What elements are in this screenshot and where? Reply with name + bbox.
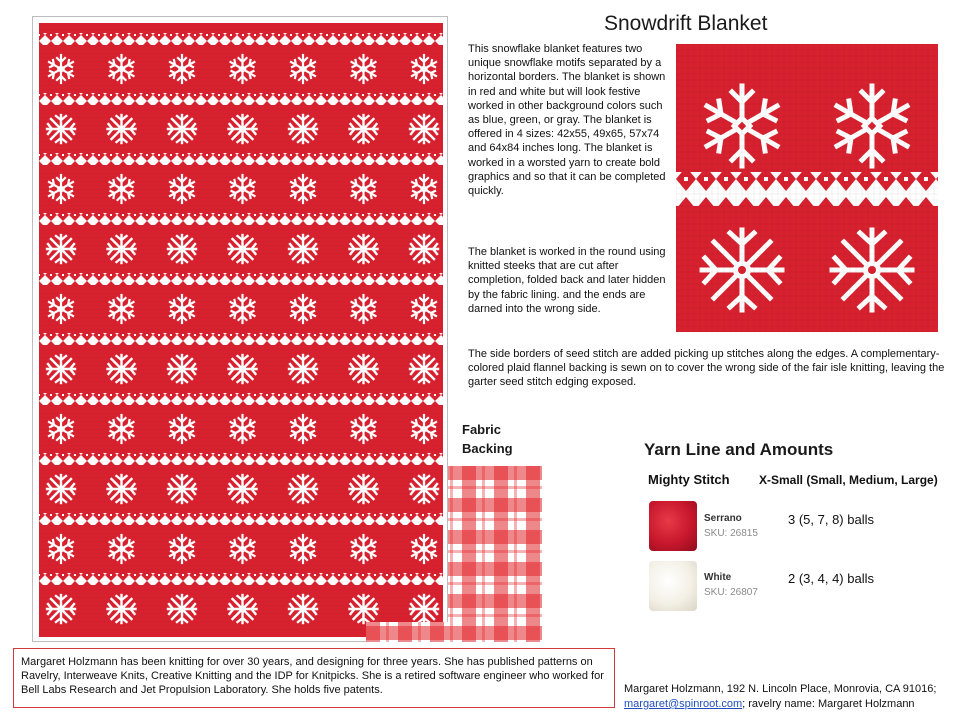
description-paragraph-1: This snowflake blanket features two unique snowflake motifs separated by a horizontal borders. The blanket is shown in red and white but will look festive worked in other background colors such as blue, green, or gray. The blanket is offered in 4 sizes: 42x55, 49x65, 57x74 and 64x84 inches long. The blanket is worked in a worsted yarn to create bold graphics and so that it can be completed quickly. (468, 43, 666, 198)
fabric-backing-label (462, 420, 513, 458)
yarn-section-heading: Yarn Line and Amounts (644, 440, 834, 459)
description-paragraph-2: The blanket is worked in the round using knitted steeks that are cut after completion, folded back and later hidden by the fabric lining. and the ends are darned into the wrong side. (468, 246, 666, 315)
yarn-sku: SKU: 26807 (704, 587, 758, 598)
page-title: Snowdrift Blanket (604, 12, 768, 35)
fabric-label-line-1: Fabric (462, 422, 502, 437)
description-paragraph-3: The side borders of seed stitch are added picking up stitches along the edges. A complementary-colored plaid flannel backing is sewn on to cover the wrong side of the fair isle knitting, leaving the garter seed stitch edging exposed. (468, 348, 945, 389)
contact-email-link[interactable]: margaret@spinroot.com (624, 698, 743, 710)
yarn-brand: Mighty Stitch (648, 472, 730, 487)
yarn-ball-white-image (649, 561, 697, 611)
fabric-backing-image (366, 466, 542, 642)
yarn-name: White (704, 572, 732, 583)
yarn-amount: 3 (5, 7, 8) balls (788, 512, 874, 527)
contact-ravelry: ; ravelry name: Margaret Holzmann (742, 698, 915, 710)
plaid-pattern (366, 466, 542, 642)
yarn-ball-serrano-image (649, 501, 697, 551)
fabric-label-line-2: Backing (462, 441, 513, 456)
yarn-sku: SKU: 26815 (704, 528, 758, 539)
designer-bio: Margaret Holzmann has been knitting for over 30 years, and designing for three years. She has published patterns on Ravelry, Interweave Knits, Creative Knitting and the IDP for Knitpicks. She is a retired software engineer who worked for Bell Labs Research and Jet Propulsion Laboratory. She holds five patents. (13, 648, 615, 708)
yarn-sizes-header: X-Small (Small, Medium, Large) (759, 473, 938, 487)
yarn-amount: 2 (3, 4, 4) balls (788, 571, 874, 586)
contact-address: Margaret Holzmann, 192 N. Lincoln Place, Monrovia, CA 91016; (624, 683, 937, 695)
yarn-name: Serrano (704, 513, 742, 524)
swatch-pattern (676, 44, 938, 332)
contact-info (624, 682, 954, 712)
swatch-closeup-image (676, 44, 938, 332)
